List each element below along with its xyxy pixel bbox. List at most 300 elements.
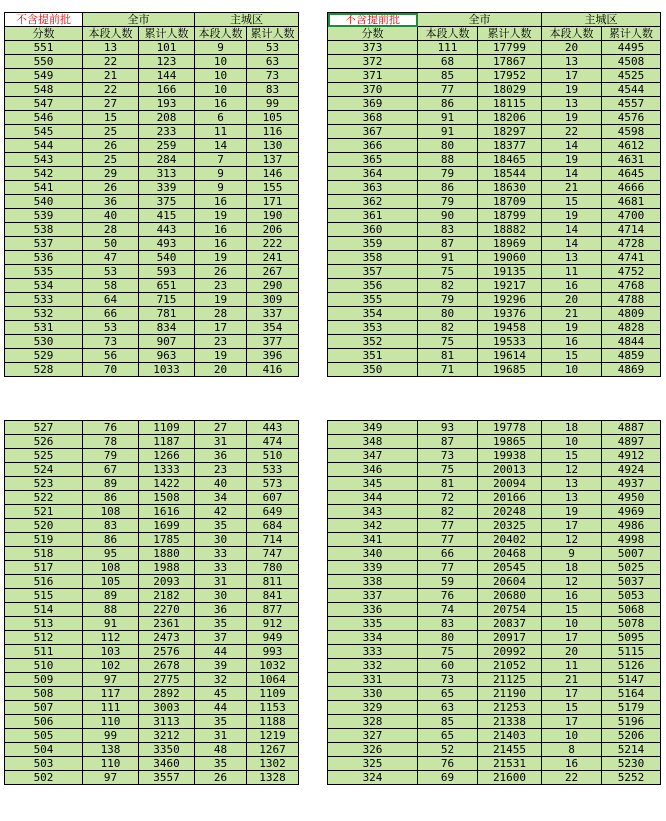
district-cum-cell[interactable]: 5078: [602, 617, 661, 631]
city-seg-cell[interactable]: 89: [83, 477, 139, 491]
city-cum-cell[interactable]: 19938: [478, 449, 542, 463]
city-seg-cell[interactable]: 86: [83, 533, 139, 547]
city-seg-cell[interactable]: 88: [418, 153, 478, 167]
city-seg-cell[interactable]: 80: [418, 139, 478, 153]
district-cum-cell[interactable]: 241: [247, 251, 299, 265]
district-cum-cell[interactable]: 4788: [602, 293, 661, 307]
district-cum-cell[interactable]: 4576: [602, 111, 661, 125]
score-cell[interactable]: 510: [5, 659, 83, 673]
district-seg-cell[interactable]: 6: [195, 111, 247, 125]
score-cell[interactable]: 540: [5, 195, 83, 209]
city-cum-cell[interactable]: 18115: [478, 97, 542, 111]
city-cum-cell[interactable]: 21125: [478, 673, 542, 687]
score-cell[interactable]: 525: [5, 449, 83, 463]
district-cum-cell[interactable]: 4631: [602, 153, 661, 167]
district-seg-cell[interactable]: 16: [195, 195, 247, 209]
city-cum-cell[interactable]: 18377: [478, 139, 542, 153]
score-cell[interactable]: 528: [5, 363, 83, 377]
district-cum-cell[interactable]: 5196: [602, 715, 661, 729]
city-seg-cell[interactable]: 93: [418, 421, 478, 435]
district-cum-cell[interactable]: 354: [247, 321, 299, 335]
city-seg-cell[interactable]: 79: [418, 195, 478, 209]
district-cum-cell[interactable]: 443: [247, 421, 299, 435]
district-cum-cell[interactable]: 4912: [602, 449, 661, 463]
district-seg-cell[interactable]: 40: [195, 477, 247, 491]
district-seg-cell[interactable]: 15: [542, 449, 602, 463]
score-cell[interactable]: 339: [328, 561, 418, 575]
district-seg-cell[interactable]: 10: [542, 617, 602, 631]
district-cum-cell[interactable]: 4937: [602, 477, 661, 491]
score-cell[interactable]: 371: [328, 69, 418, 83]
district-seg-cell[interactable]: 11: [195, 125, 247, 139]
score-cell[interactable]: 332: [328, 659, 418, 673]
district-seg-cell[interactable]: 39: [195, 659, 247, 673]
district-seg-cell[interactable]: 16: [195, 97, 247, 111]
district-seg-cell[interactable]: 14: [542, 223, 602, 237]
city-cum-cell[interactable]: 963: [139, 349, 195, 363]
city-seg-cell[interactable]: 77: [418, 561, 478, 575]
city-seg-cell[interactable]: 77: [418, 519, 478, 533]
score-cell[interactable]: 343: [328, 505, 418, 519]
score-cell[interactable]: 527: [5, 421, 83, 435]
city-cum-cell[interactable]: 375: [139, 195, 195, 209]
score-cell[interactable]: 515: [5, 589, 83, 603]
city-seg-cell[interactable]: 63: [418, 701, 478, 715]
city-cum-cell[interactable]: 166: [139, 83, 195, 97]
city-cum-cell[interactable]: 20013: [478, 463, 542, 477]
city-header[interactable]: 全市: [418, 13, 542, 27]
district-seg-cell[interactable]: 19: [195, 293, 247, 307]
district-seg-cell[interactable]: 31: [195, 729, 247, 743]
district-seg-cell[interactable]: 35: [195, 757, 247, 771]
city-seg-cell[interactable]: 47: [83, 251, 139, 265]
district-seg-cell[interactable]: 9: [542, 547, 602, 561]
district-seg-cell[interactable]: 27: [195, 421, 247, 435]
score-header[interactable]: 分数: [328, 27, 418, 41]
district-cum-cell[interactable]: 1109: [247, 687, 299, 701]
city-seg-cell[interactable]: 76: [83, 421, 139, 435]
score-cell[interactable]: 341: [328, 533, 418, 547]
score-cell[interactable]: 506: [5, 715, 83, 729]
city-cum-cell[interactable]: 3350: [139, 743, 195, 757]
city-seg-cell[interactable]: 56: [83, 349, 139, 363]
city-seg-cell[interactable]: 25: [83, 125, 139, 139]
city-cum-cell[interactable]: 19135: [478, 265, 542, 279]
score-cell[interactable]: 356: [328, 279, 418, 293]
district-seg-cell[interactable]: 48: [195, 743, 247, 757]
district-cum-cell[interactable]: 171: [247, 195, 299, 209]
score-cell[interactable]: 369: [328, 97, 418, 111]
district-cum-cell[interactable]: 5252: [602, 771, 661, 785]
city-seg-cell[interactable]: 50: [83, 237, 139, 251]
score-cell[interactable]: 548: [5, 83, 83, 97]
score-cell[interactable]: 370: [328, 83, 418, 97]
district-seg-cell[interactable]: 35: [195, 617, 247, 631]
city-cum-cell[interactable]: 493: [139, 237, 195, 251]
city-seg-cell[interactable]: 15: [83, 111, 139, 125]
city-seg-cell[interactable]: 91: [418, 125, 478, 139]
score-cell[interactable]: 362: [328, 195, 418, 209]
district-cum-cell[interactable]: 4950: [602, 491, 661, 505]
district-cum-cell[interactable]: 811: [247, 575, 299, 589]
score-cell[interactable]: 363: [328, 181, 418, 195]
score-cell[interactable]: 324: [328, 771, 418, 785]
city-cum-cell[interactable]: 2270: [139, 603, 195, 617]
district-cum-cell[interactable]: 5053: [602, 589, 661, 603]
city-seg-cell[interactable]: 75: [418, 335, 478, 349]
district-cum-cell[interactable]: 4828: [602, 321, 661, 335]
city-seg-cell[interactable]: 73: [418, 673, 478, 687]
district-seg-cell[interactable]: 17: [542, 519, 602, 533]
district-seg-cell[interactable]: 7: [195, 153, 247, 167]
city-seg-cell[interactable]: 73: [418, 449, 478, 463]
district-seg-cell[interactable]: 20: [542, 293, 602, 307]
district-seg-cell[interactable]: 30: [195, 533, 247, 547]
score-cell[interactable]: 536: [5, 251, 83, 265]
district-cum-cell[interactable]: 396: [247, 349, 299, 363]
district-seg-cell[interactable]: 16: [542, 335, 602, 349]
district-header[interactable]: 主城区: [195, 13, 299, 27]
district-seg-cell[interactable]: 21: [542, 307, 602, 321]
score-cell[interactable]: 331: [328, 673, 418, 687]
district-seg-cell[interactable]: 45: [195, 687, 247, 701]
city-cum-cell[interactable]: 20248: [478, 505, 542, 519]
city-seg-cell[interactable]: 21: [83, 69, 139, 83]
city-cum-cell[interactable]: 18297: [478, 125, 542, 139]
score-cell[interactable]: 358: [328, 251, 418, 265]
score-cell[interactable]: 337: [328, 589, 418, 603]
city-seg-cell[interactable]: 75: [418, 463, 478, 477]
city-seg-cell[interactable]: 85: [418, 69, 478, 83]
district-seg-cell[interactable]: 31: [195, 435, 247, 449]
city-seg-cell[interactable]: 110: [83, 757, 139, 771]
city-cum-cell[interactable]: 21253: [478, 701, 542, 715]
city-cum-cell[interactable]: 21455: [478, 743, 542, 757]
district-seg-cell[interactable]: 9: [195, 181, 247, 195]
score-cell[interactable]: 521: [5, 505, 83, 519]
district-cum-cell[interactable]: 4869: [602, 363, 661, 377]
district-seg-cell[interactable]: 17: [195, 321, 247, 335]
city-seg-cell[interactable]: 73: [83, 335, 139, 349]
city-seg-cell[interactable]: 22: [83, 55, 139, 69]
district-cum-cell[interactable]: 5095: [602, 631, 661, 645]
city-seg-cell[interactable]: 27: [83, 97, 139, 111]
score-cell[interactable]: 516: [5, 575, 83, 589]
district-seg-cell[interactable]: 11: [542, 659, 602, 673]
district-seg-cell[interactable]: 37: [195, 631, 247, 645]
score-cell[interactable]: 543: [5, 153, 83, 167]
district-seg-cell[interactable]: 15: [542, 701, 602, 715]
city-cum-cell[interactable]: 1033: [139, 363, 195, 377]
district-seg-cell[interactable]: 16: [542, 279, 602, 293]
district-cum-cell[interactable]: 993: [247, 645, 299, 659]
district-seg-cell[interactable]: 9: [195, 41, 247, 55]
city-seg-cell[interactable]: 111: [418, 41, 478, 55]
district-seg-cell[interactable]: 18: [542, 421, 602, 435]
city-seg-cell[interactable]: 117: [83, 687, 139, 701]
score-cell[interactable]: 340: [328, 547, 418, 561]
score-cell[interactable]: 365: [328, 153, 418, 167]
district-seg-cell[interactable]: 13: [542, 477, 602, 491]
city-cum-cell[interactable]: 19778: [478, 421, 542, 435]
score-cell[interactable]: 326: [328, 743, 418, 757]
district-seg-cell[interactable]: 15: [542, 195, 602, 209]
city-cum-cell[interactable]: 18969: [478, 237, 542, 251]
city-seg-cell[interactable]: 79: [418, 167, 478, 181]
city-seg-cell[interactable]: 52: [418, 743, 478, 757]
city-cum-cell[interactable]: 18709: [478, 195, 542, 209]
district-cum-cell[interactable]: 4768: [602, 279, 661, 293]
city-cum-cell[interactable]: 1109: [139, 421, 195, 435]
district-cum-cell[interactable]: 4924: [602, 463, 661, 477]
score-cell[interactable]: 344: [328, 491, 418, 505]
city-cum-cell[interactable]: 18029: [478, 83, 542, 97]
district-cum-cell[interactable]: 5230: [602, 757, 661, 771]
city-cum-cell[interactable]: 20604: [478, 575, 542, 589]
city-cum-cell[interactable]: 1880: [139, 547, 195, 561]
city-cum-cell[interactable]: 18882: [478, 223, 542, 237]
city-seg-cell[interactable]: 86: [418, 181, 478, 195]
district-cum-cell[interactable]: 137: [247, 153, 299, 167]
district-cum-cell[interactable]: 4666: [602, 181, 661, 195]
city-cum-cell[interactable]: 19060: [478, 251, 542, 265]
district-seg-cell[interactable]: 12: [542, 575, 602, 589]
district-seg-cell[interactable]: 19: [195, 251, 247, 265]
district-seg-cell[interactable]: 22: [542, 771, 602, 785]
city-cum-cell[interactable]: 20754: [478, 603, 542, 617]
city-cum-cell[interactable]: 2093: [139, 575, 195, 589]
city-cum-cell[interactable]: 1187: [139, 435, 195, 449]
city-seg-cell[interactable]: 67: [83, 463, 139, 477]
score-cell[interactable]: 505: [5, 729, 83, 743]
city-seg-cell[interactable]: 97: [83, 673, 139, 687]
city-cum-cell[interactable]: 17867: [478, 55, 542, 69]
city-cum-cell[interactable]: 2775: [139, 673, 195, 687]
score-cell[interactable]: 352: [328, 335, 418, 349]
score-cell[interactable]: 346: [328, 463, 418, 477]
district-seg-cell[interactable]: 15: [542, 603, 602, 617]
score-cell[interactable]: 347: [328, 449, 418, 463]
city-cum-cell[interactable]: 18544: [478, 167, 542, 181]
district-cum-cell[interactable]: 1219: [247, 729, 299, 743]
city-seg-cell[interactable]: 29: [83, 167, 139, 181]
district-cum-cell[interactable]: 5164: [602, 687, 661, 701]
district-seg-cell[interactable]: 20: [542, 41, 602, 55]
district-cum-header[interactable]: 累计人数: [247, 27, 299, 41]
city-cum-cell[interactable]: 21531: [478, 757, 542, 771]
city-cum-cell[interactable]: 1699: [139, 519, 195, 533]
district-cum-cell[interactable]: 83: [247, 83, 299, 97]
city-cum-cell[interactable]: 17799: [478, 41, 542, 55]
score-cell[interactable]: 547: [5, 97, 83, 111]
city-cum-cell[interactable]: 101: [139, 41, 195, 55]
city-cum-cell[interactable]: 17952: [478, 69, 542, 83]
city-cum-cell[interactable]: 415: [139, 209, 195, 223]
district-cum-cell[interactable]: 146: [247, 167, 299, 181]
district-cum-cell[interactable]: 649: [247, 505, 299, 519]
city-seg-cell[interactable]: 86: [418, 97, 478, 111]
city-seg-cell[interactable]: 83: [418, 617, 478, 631]
city-cum-cell[interactable]: 233: [139, 125, 195, 139]
district-seg-cell[interactable]: 19: [542, 209, 602, 223]
district-seg-cell[interactable]: 19: [542, 83, 602, 97]
city-seg-cell[interactable]: 75: [418, 645, 478, 659]
district-seg-cell[interactable]: 19: [542, 321, 602, 335]
district-seg-cell[interactable]: 10: [542, 729, 602, 743]
city-cum-cell[interactable]: 3557: [139, 771, 195, 785]
district-seg-cell[interactable]: 35: [195, 519, 247, 533]
district-seg-cell[interactable]: 12: [542, 463, 602, 477]
district-cum-cell[interactable]: 4525: [602, 69, 661, 83]
city-cum-cell[interactable]: 20917: [478, 631, 542, 645]
district-seg-cell[interactable]: 10: [195, 69, 247, 83]
score-cell[interactable]: 338: [328, 575, 418, 589]
city-cum-cell[interactable]: 20837: [478, 617, 542, 631]
score-cell[interactable]: 524: [5, 463, 83, 477]
district-cum-cell[interactable]: 949: [247, 631, 299, 645]
city-cum-cell[interactable]: 19614: [478, 349, 542, 363]
city-seg-cell[interactable]: 75: [418, 265, 478, 279]
district-cum-cell[interactable]: 4728: [602, 237, 661, 251]
city-cum-cell[interactable]: 1266: [139, 449, 195, 463]
district-seg-cell[interactable]: 19: [542, 505, 602, 519]
city-seg-header[interactable]: 本段人数: [418, 27, 478, 41]
score-cell[interactable]: 529: [5, 349, 83, 363]
score-cell[interactable]: 504: [5, 743, 83, 757]
score-cell[interactable]: 535: [5, 265, 83, 279]
district-seg-cell[interactable]: 17: [542, 715, 602, 729]
city-seg-cell[interactable]: 82: [418, 505, 478, 519]
city-seg-cell[interactable]: 77: [418, 533, 478, 547]
score-cell[interactable]: 530: [5, 335, 83, 349]
city-cum-cell[interactable]: 19533: [478, 335, 542, 349]
city-cum-cell[interactable]: 3460: [139, 757, 195, 771]
district-cum-cell[interactable]: 73: [247, 69, 299, 83]
city-seg-cell[interactable]: 83: [83, 519, 139, 533]
city-seg-cell[interactable]: 68: [418, 55, 478, 69]
district-cum-cell[interactable]: 1302: [247, 757, 299, 771]
city-seg-cell[interactable]: 22: [83, 83, 139, 97]
score-cell[interactable]: 518: [5, 547, 83, 561]
city-seg-cell[interactable]: 108: [83, 561, 139, 575]
city-seg-cell[interactable]: 40: [83, 209, 139, 223]
city-cum-cell[interactable]: 21600: [478, 771, 542, 785]
city-seg-cell[interactable]: 91: [418, 111, 478, 125]
district-seg-cell[interactable]: 22: [542, 125, 602, 139]
district-cum-cell[interactable]: 5179: [602, 701, 661, 715]
score-cell[interactable]: 372: [328, 55, 418, 69]
score-cell[interactable]: 541: [5, 181, 83, 195]
city-seg-cell[interactable]: 77: [418, 83, 478, 97]
district-seg-cell[interactable]: 13: [542, 97, 602, 111]
city-seg-cell[interactable]: 66: [418, 547, 478, 561]
district-seg-cell[interactable]: 21: [542, 673, 602, 687]
city-seg-cell[interactable]: 76: [418, 589, 478, 603]
district-cum-cell[interactable]: 4969: [602, 505, 661, 519]
district-cum-cell[interactable]: 1153: [247, 701, 299, 715]
district-seg-cell[interactable]: 16: [542, 589, 602, 603]
city-seg-cell[interactable]: 69: [418, 771, 478, 785]
district-seg-cell[interactable]: 9: [195, 167, 247, 181]
district-seg-cell[interactable]: 44: [195, 701, 247, 715]
score-cell[interactable]: 349: [328, 421, 418, 435]
city-seg-cell[interactable]: 86: [83, 491, 139, 505]
district-cum-cell[interactable]: 63: [247, 55, 299, 69]
score-cell[interactable]: 512: [5, 631, 83, 645]
district-seg-cell[interactable]: 33: [195, 547, 247, 561]
city-seg-cell[interactable]: 103: [83, 645, 139, 659]
city-seg-cell[interactable]: 13: [83, 41, 139, 55]
city-cum-cell[interactable]: 20992: [478, 645, 542, 659]
district-cum-cell[interactable]: 5068: [602, 603, 661, 617]
city-cum-cell[interactable]: 834: [139, 321, 195, 335]
score-cell[interactable]: 334: [328, 631, 418, 645]
score-cell[interactable]: 342: [328, 519, 418, 533]
score-cell[interactable]: 551: [5, 41, 83, 55]
city-seg-cell[interactable]: 25: [83, 153, 139, 167]
district-seg-cell[interactable]: 36: [195, 603, 247, 617]
district-cum-cell[interactable]: 5007: [602, 547, 661, 561]
district-cum-cell[interactable]: 4645: [602, 167, 661, 181]
city-seg-cell[interactable]: 72: [418, 491, 478, 505]
district-seg-cell[interactable]: 32: [195, 673, 247, 687]
city-cum-header[interactable]: 累计人数: [478, 27, 542, 41]
city-seg-cell[interactable]: 74: [418, 603, 478, 617]
city-seg-cell[interactable]: 85: [418, 715, 478, 729]
district-cum-cell[interactable]: 4714: [602, 223, 661, 237]
district-seg-cell[interactable]: 35: [195, 715, 247, 729]
district-cum-cell[interactable]: 841: [247, 589, 299, 603]
district-cum-cell[interactable]: 309: [247, 293, 299, 307]
city-cum-cell[interactable]: 284: [139, 153, 195, 167]
score-cell[interactable]: 348: [328, 435, 418, 449]
city-seg-cell[interactable]: 87: [418, 435, 478, 449]
score-cell[interactable]: 533: [5, 293, 83, 307]
district-seg-cell[interactable]: 16: [195, 223, 247, 237]
district-cum-cell[interactable]: 607: [247, 491, 299, 505]
district-cum-cell[interactable]: 116: [247, 125, 299, 139]
district-seg-cell[interactable]: 17: [542, 687, 602, 701]
city-seg-cell[interactable]: 28: [83, 223, 139, 237]
city-cum-cell[interactable]: 19458: [478, 321, 542, 335]
city-seg-cell[interactable]: 82: [418, 279, 478, 293]
district-seg-cell[interactable]: 19: [195, 349, 247, 363]
city-cum-cell[interactable]: 19685: [478, 363, 542, 377]
city-seg-header[interactable]: 本段人数: [83, 27, 139, 41]
city-cum-cell[interactable]: 540: [139, 251, 195, 265]
score-cell[interactable]: 361: [328, 209, 418, 223]
city-cum-cell[interactable]: 2892: [139, 687, 195, 701]
district-seg-cell[interactable]: 20: [542, 645, 602, 659]
score-cell[interactable]: 508: [5, 687, 83, 701]
city-seg-cell[interactable]: 111: [83, 701, 139, 715]
district-cum-cell[interactable]: 4809: [602, 307, 661, 321]
district-cum-cell[interactable]: 4887: [602, 421, 661, 435]
district-cum-cell[interactable]: 99: [247, 97, 299, 111]
city-seg-cell[interactable]: 82: [418, 321, 478, 335]
city-seg-cell[interactable]: 112: [83, 631, 139, 645]
score-cell[interactable]: 513: [5, 617, 83, 631]
district-cum-cell[interactable]: 4557: [602, 97, 661, 111]
district-seg-cell[interactable]: 31: [195, 575, 247, 589]
city-cum-cell[interactable]: 19217: [478, 279, 542, 293]
city-seg-cell[interactable]: 53: [83, 265, 139, 279]
district-cum-cell[interactable]: 155: [247, 181, 299, 195]
district-seg-cell[interactable]: 28: [195, 307, 247, 321]
city-seg-cell[interactable]: 91: [83, 617, 139, 631]
district-seg-cell[interactable]: 20: [195, 363, 247, 377]
district-cum-cell[interactable]: 5147: [602, 673, 661, 687]
